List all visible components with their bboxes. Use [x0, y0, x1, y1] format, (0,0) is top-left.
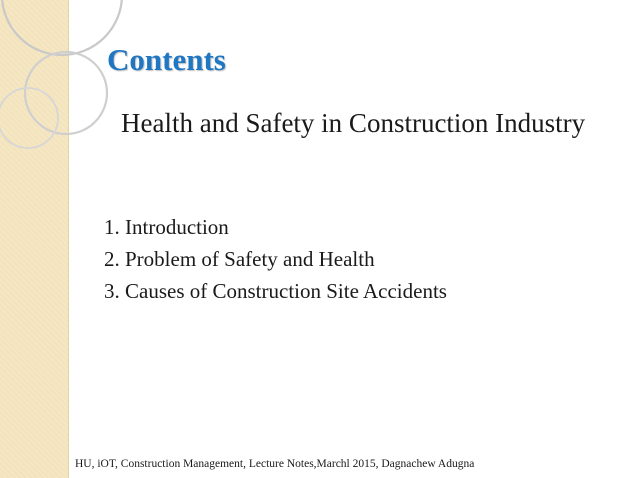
decorative-ring-middle [25, 52, 107, 134]
decorative-ring-small [0, 88, 58, 148]
list-item: 2. Problem of Safety and Health [104, 247, 375, 271]
slide-footer: HU, iOT, Construction Management, Lecture Notes,Marchl 2015, Dagnachew Adugna [75, 458, 475, 470]
contents-list [104, 211, 447, 307]
slide-title: Contents [107, 42, 226, 77]
slide-subtitle: Health and Safety in Construction Industry [121, 108, 586, 138]
list-item: 3. Causes of Construction Site Accidents [104, 279, 447, 303]
list-item: 1. Introduction [104, 215, 229, 239]
decorative-rings [0, 0, 140, 170]
decorative-ring-top [2, 0, 122, 55]
